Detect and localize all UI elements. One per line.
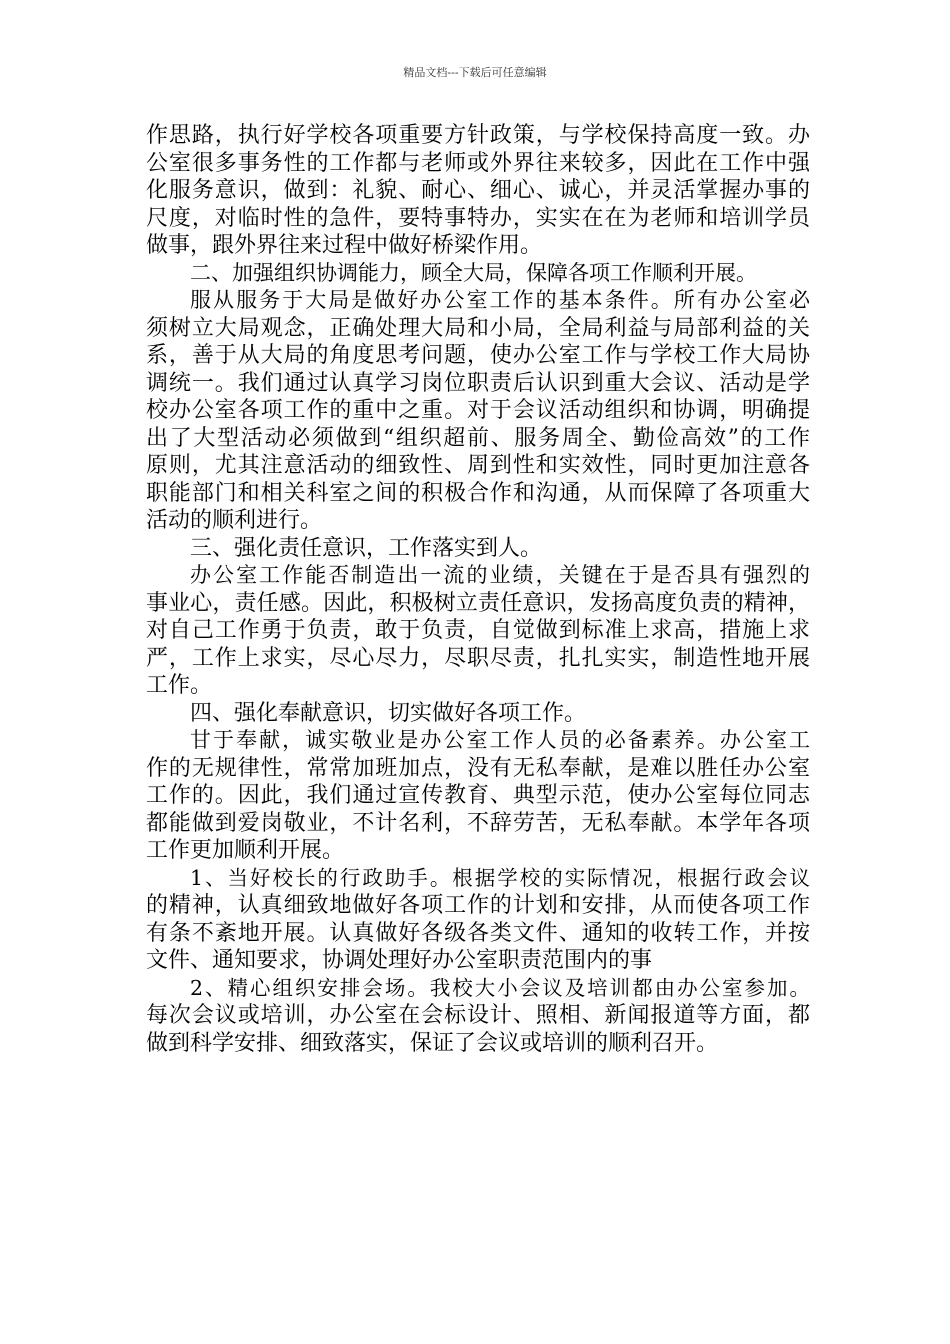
text-line: 职能部门和相关科室之间的积极合作和沟通，从而保障了各项重大 (146, 480, 810, 506)
text-line: 文件、通知要求，协调处理好办公室职责范围内的事 (146, 948, 653, 973)
text-line: 活动的顺利进行。 (146, 508, 323, 533)
text-line: 作思路，执行好学校各项重要方针政策，与学校保持高度一致。办 (146, 123, 810, 148)
text-line: 甘于奉献，诚实敬业是办公室工作人员的必备素养。办公室工 (190, 728, 810, 752)
text-line: 办公室工作能否制造出一流的业绩，关键在于是否具有强烈的 (190, 563, 810, 587)
text-line: 须树立大局观念，正确处理大局和小局，全局利益与局部利益的关 (146, 315, 810, 341)
document-body (146, 122, 810, 1057)
text-line: 三、强化责任意识，工作落实到人。 (190, 535, 543, 561)
text-line: 有条不紊地开展。认真做好各级各类文件、通知的收转工作，并按 (146, 920, 810, 946)
page-header: 精品文档---下载后可任意编辑 (403, 66, 547, 79)
text-line: 四、强化奉献意识，切实做好各项工作。 (190, 700, 587, 726)
text-line: 调统一。我们通过认真学习岗位职责后认识到重大会议、活动是学 (146, 370, 810, 396)
text-line: 严，工作上求实，尽心尽力，尽职尽责，扎扎实实，制造性地开展 (146, 645, 810, 671)
text-line: 1、当好校长的行政助手。根据学校的实际情况，根据行政会议 (190, 865, 810, 890)
text-line: 做事，跟外界往来过程中做好桥梁作用。 (146, 233, 543, 258)
text-line: 化服务意识，做到：礼貌、耐心、细心、诚心，并灵活掌握办事的 (146, 178, 810, 203)
text-line: 出了大型活动必须做到“组织超前、服务周全、勤俭高效”的工作 (146, 425, 810, 451)
paragraph (146, 287, 810, 535)
section-heading (146, 700, 810, 728)
text-line: 做到科学安排、细致落实，保证了会议或培训的顺利召开。 (146, 1030, 719, 1056)
paragraph (146, 727, 810, 865)
paragraph (146, 562, 810, 700)
text-line: 尺度，对临时性的急件，要特事特办，实实在在为老师和培训学员 (146, 205, 810, 231)
text-line: 事业心，责任感。因此，积极树立责任意识，发扬高度负责的精神， (146, 590, 810, 616)
text-line: 都能做到爱岗敬业，不计名利，不辞劳苦，无私奉献。本学年各项 (146, 810, 810, 836)
text-line: 作的无规律性，常常加班加点，没有无私奉献，是难以胜任办公室 (146, 755, 810, 781)
text-line: 的精神，认真细致地做好各项工作的计划和安排，从而使各项工作 (146, 893, 810, 918)
section-heading (146, 260, 810, 288)
text-line: 工作更加顺利开展。 (146, 838, 345, 863)
text-line: 2、精心组织安排会场。我校大小会议及培训都由办公室参加。 (190, 975, 810, 1000)
text-line: 对自己工作勇于负责，敢于负责，自觉做到标准上求高，措施上求 (146, 618, 810, 643)
text-line: 公室很多事务性的工作都与老师或外界往来较多，因此在工作中强 (146, 150, 810, 176)
text-line: 原则，尤其注意活动的细致性、周到性和实效性，同时更加注意各 (146, 453, 810, 478)
section-heading (146, 535, 810, 563)
text-line: 工作的。因此，我们通过宣传教育、典型示范，使办公室每位同志 (146, 783, 810, 808)
text-line: 每次会议或培训，办公室在会标设计、照相、新闻报道等方面，都 (146, 1003, 810, 1028)
text-line: 服从服务于大局是做好办公室工作的基本条件。所有办公室必 (190, 288, 810, 312)
paragraph (146, 865, 810, 975)
paragraph (146, 975, 810, 1058)
text-line: 系，善于从大局的角度思考问题，使办公室工作与学校工作大局协 (146, 343, 810, 368)
paragraph (146, 122, 810, 260)
text-line: 校办公室各项工作的重中之重。对于会议活动组织和协调，明确提 (146, 398, 810, 423)
text-line: 工作。 (146, 673, 213, 698)
text-line: 二、加强组织协调能力，顾全大局，保障各项工作顺利开展。 (190, 260, 757, 285)
